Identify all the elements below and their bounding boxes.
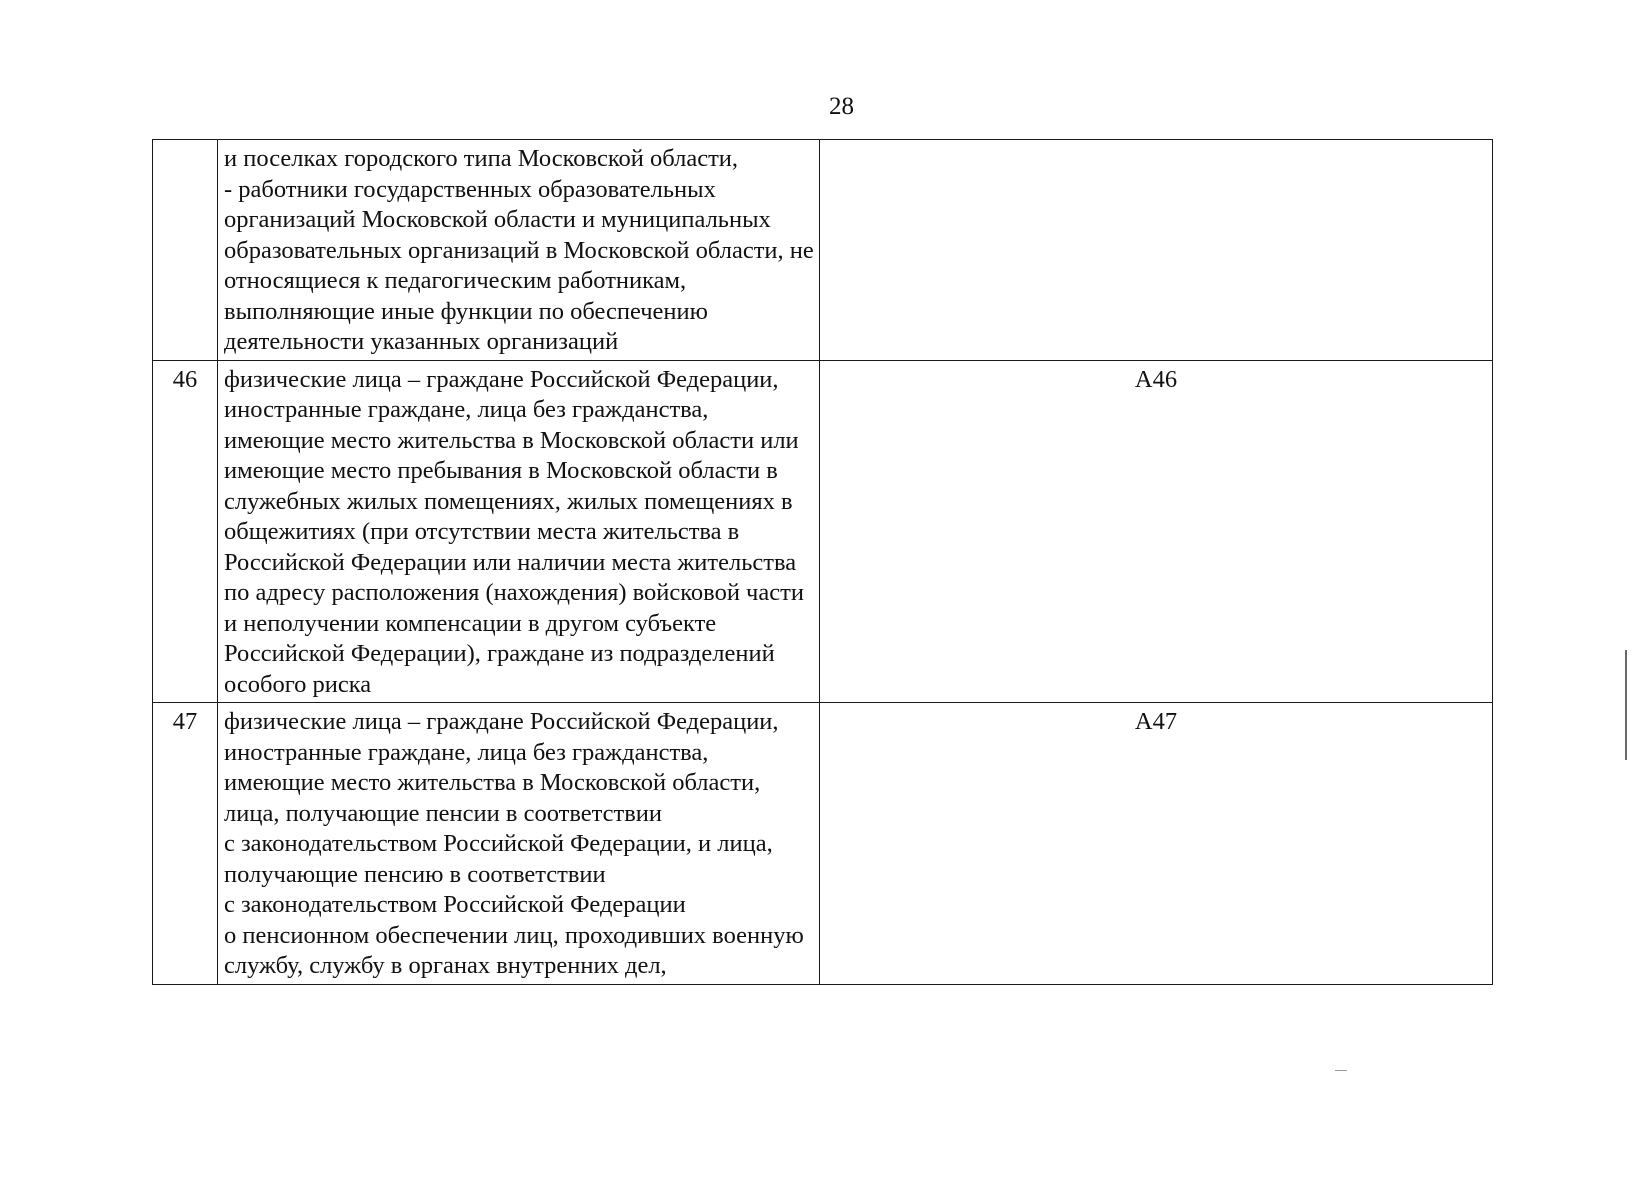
table-row: [153, 140, 1493, 361]
row-number: 47: [153, 703, 218, 985]
row-code: А47: [820, 703, 1493, 985]
row-number: 46: [153, 360, 218, 703]
table-row: [153, 360, 1493, 703]
page-number: 28: [829, 93, 854, 120]
scan-edge-mark: [1625, 650, 1627, 760]
scan-artifact: [1335, 1070, 1347, 1071]
table-row: [153, 703, 1493, 985]
row-number: [153, 140, 218, 361]
row-code: А46: [820, 360, 1493, 703]
row-code: [820, 140, 1493, 361]
benefits-table: [152, 139, 1493, 985]
row-description: физические лица – граждане Российской Федерации, иностранные граждане, лица без гражданства, имеющие место жительства в Московской области, лица, получающие пенсии в соответствии с законодательством Российской Федерации, и лица, получающие пенсию в соответствии с законодательством Российской Федерации о пенсионном обеспечении лиц, проходивших военную службу, службу в органах внутренних дел,: [218, 703, 820, 985]
row-description: физические лица – граждане Российской Федерации, иностранные граждане, лица без гражданства, имеющие место жительства в Московской области или имеющие место пребывания в Московской области в служебных жилых помещениях, жилых помещениях в общежитиях (при отсутствии места жительства в Российской Федерации или наличии места жительства по адресу расположения (нахождения) войсковой части и неполучении компенсации в другом субъекте Российской Федерации), граждане из подразделений особого риска: [218, 360, 820, 703]
row-description: и поселках городского типа Московской области, - работники государственных образовательных организаций Московской области и муниципальных образовательных организаций в Московской области, не относящиеся к педагогическим работникам, выполняющие иные функции по обеспечению деятельности указанных организаций: [218, 140, 820, 361]
